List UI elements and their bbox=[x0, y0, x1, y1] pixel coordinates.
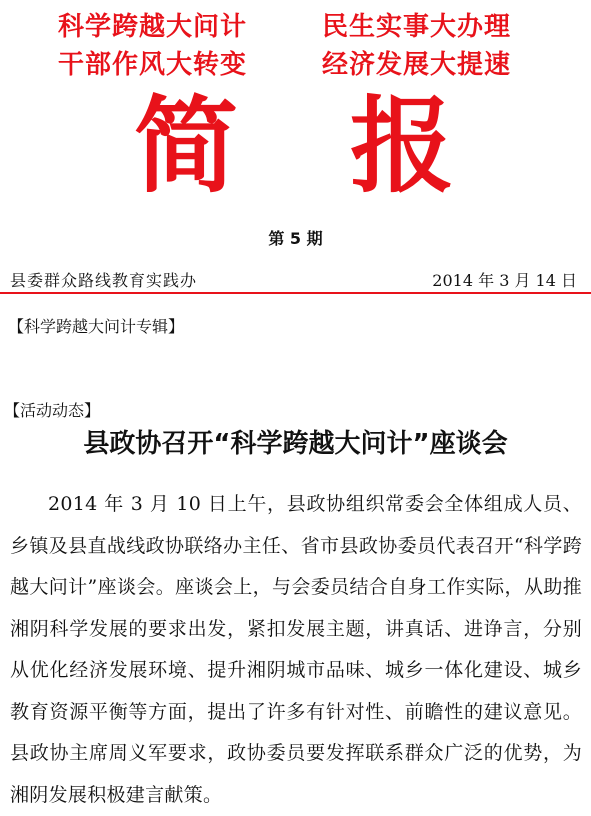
slogan-right-1: 民生实事大办理 bbox=[322, 12, 512, 42]
slogan-right-2: 经济发展大提速 bbox=[322, 50, 512, 80]
slogan-left-1: 科学跨越大问计 bbox=[58, 12, 248, 42]
publisher: 县委群众路线教育实践办 bbox=[10, 271, 198, 290]
slogan-left-2: 干部作风大转变 bbox=[58, 50, 248, 80]
section-label: 【活动动态】 bbox=[4, 401, 101, 420]
publish-date: 2014 年 3 月 14 日 bbox=[432, 271, 577, 290]
masthead-divider bbox=[0, 292, 591, 294]
special-edition-label: 【科学跨越大问计专辑】 bbox=[8, 317, 185, 336]
brief-masthead-title bbox=[0, 86, 591, 206]
brief-title-char-1: 简 bbox=[134, 84, 239, 207]
article-body: 2014 年 3 月 10 日上午，县政协组织常委会全体组成人员、乡镇及县直战线政协联络办主任、省市县政协委员代表召开“科学跨越大问计”座谈会。座谈会上，与会委员结合自身工作实际，从助推湘阴科学发展的要求出发，紧扣发展主题，讲真话、进诤言，分别从优化经济发展环境、提升湘阴城市品味、城乡一体化建设、城乡教育资源平衡等方面，提出了许多有针对性、前瞻性的建议意见。县政协主席周义军要求，政协委员要发挥联系群众广泛的优势，为湘阴发展积极建言献策。 bbox=[10, 493, 582, 806]
brief-title-char-2: 报 bbox=[350, 84, 455, 207]
article-headline: 县政协召开“科学跨越大问计”座谈会 bbox=[83, 429, 508, 459]
issue-number: 第 5 期 bbox=[268, 229, 323, 248]
